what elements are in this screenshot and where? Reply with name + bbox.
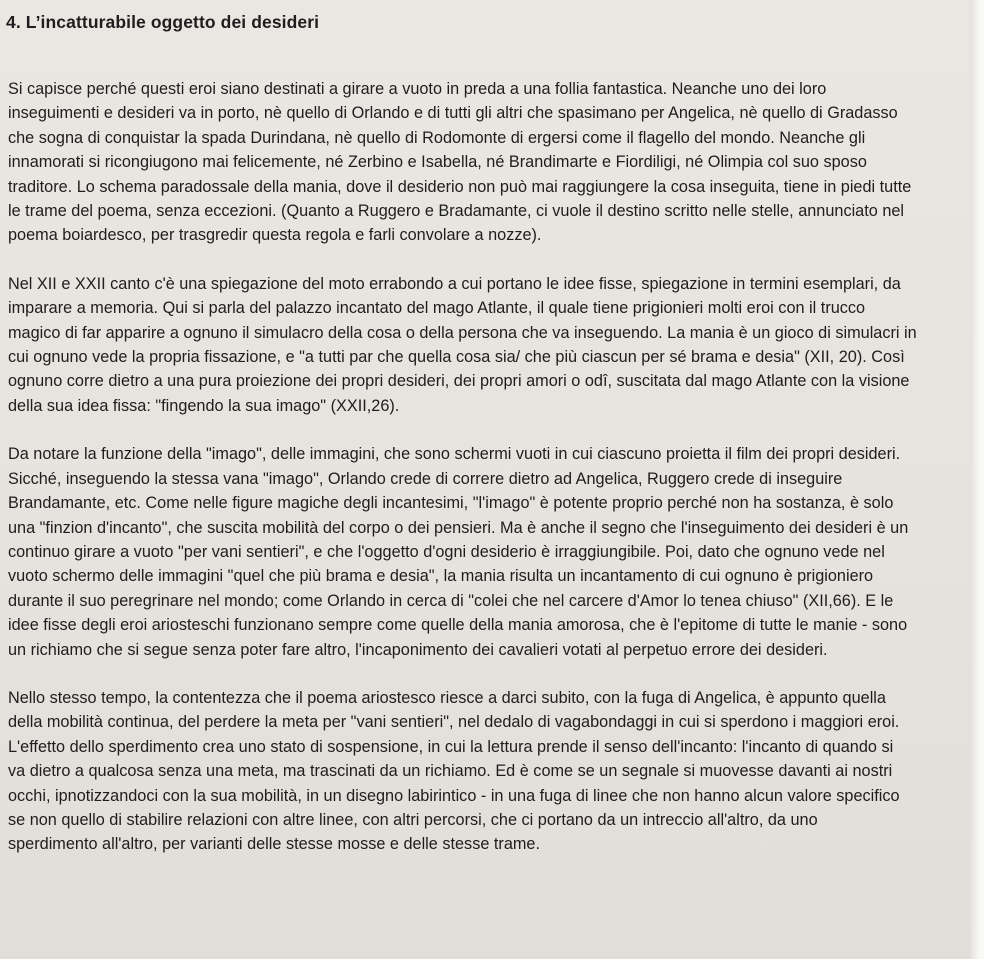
text-line: della mobilità continua, del perdere la meta per "vani sentieri", nel dedalo di vagabondaggi in cui si sperdono i maggiori eroi.	[8, 713, 900, 732]
paragraph-1	[6, 77, 960, 248]
text-line: va dietro a qualcosa senza una meta, ma trascinati da un richiamo. Ed è come se un segnale si muovesse davanti ai nostri	[8, 762, 893, 781]
text-line: durante il suo peregrinare nel mondo; come Orlando in cerca di "colei che nel carcere d'Amor lo tenea chiuso" (XII,66). E le	[8, 591, 894, 610]
text-line: Nello stesso tempo, la contentezza che il poema ariostesco riesce a darci subito, con la fuga di Angelica, è appunto quella	[8, 688, 886, 707]
text-line: traditore. Lo schema paradossale della mania, dove il desiderio non può mai raggiungere la cosa inseguita, tiene in piedi tutte	[8, 177, 912, 196]
text-line: sperdimento all'altro, per varianti delle stesse mosse e delle stesse trame.	[8, 835, 540, 854]
text-line: Da notare la funzione della "imago", delle immagini, che sono schermi vuoti in cui ciascuno proietta il film dei propri desideri.	[8, 445, 901, 464]
text-line: un richiamo che si segue senza poter fare altro, l'incaponimento dei cavalieri votati al perpetuo errore dei desideri.	[8, 640, 828, 659]
paragraph-3	[6, 442, 960, 662]
text-line: Brandamante, etc. Come nelle figure magiche degli incantesimi, "l'imago" è potente proprio perché non ha sostanza, è solo	[8, 494, 894, 513]
text-line: vuoto schermo delle immagini "quel che più brama e desia", la mania risulta un incantamento di cui ognuno è prigioniero	[8, 567, 874, 586]
text-line: cui ognuno vede la propria fissazione, e "a tutti par che quella cosa sia/ che più ciascun per sé brama e desia" (XII, 20). Così	[8, 348, 905, 367]
text-line: imparare a memoria. Qui si parla del palazzo incantato del mago Atlante, il quale tiene prigionieri molti eroi con il trucco	[8, 299, 866, 318]
text-line: inseguimenti e desideri va in porto, nè quello di Orlando e di tutti gli altri che spasimano per Angelica, nè quello di Gradasso	[8, 104, 898, 123]
text-line: continuo girare a vuoto "per vani sentieri", e che l'oggetto d'ogni desiderio è irraggiungibile. Poi, dato che ognuno vede nel	[8, 542, 885, 561]
text-line: ognuno corre dietro a una pura proiezione dei propri desideri, dei propri amori o odî, suscitata dal mago Atlante con la visione	[8, 372, 910, 391]
text-line: Si capisce perché questi eroi siano destinati a girare a vuoto in preda a una follia fantastica. Neanche uno dei loro	[8, 80, 827, 98]
text-line: se non quello di stabilire relazioni con altre linee, con altri percorsi, che ci portano da un intreccio all'altro, da uno	[8, 810, 818, 829]
section-title: 4. L’incatturabile oggetto dei desideri	[6, 12, 320, 32]
text-line: innamorati si ricongiugono mai felicemente, né Zerbino e Isabella, né Brandimarte e Fiordiligi, né Olimpia col suo sposo	[8, 153, 867, 172]
text-line: poema boiardesco, per trasgredir questa regola e farli convolare a nozze).	[8, 226, 542, 245]
text-line: della sua idea fissa: "fingendo la sua imago" (XXII,26).	[8, 396, 400, 415]
page-edge	[970, 0, 984, 959]
text-line: L'effetto dello sperdimento crea uno stato di sospensione, in cui la lettura prende il senso dell'incanto: l'incanto di quando si	[8, 737, 894, 756]
text-line: idee fisse degli eroi ariosteschi funzionano sempre come quelle della mania amorosa, che è l'epitome di tutte le manie - sono	[8, 616, 908, 635]
text-line: che sogna di conquistar la spada Durindana, nè quello di Rodomonte di ergersi come il flagello del mondo. Neanche gli	[8, 128, 866, 147]
text-line: una "finzion d'incanto", che suscita mobilità del corpo o dei pensieri. Ma è anche il segno che l'inseguimento dei desideri è un	[8, 518, 909, 537]
text-line: le trame del poema, senza eccezioni. (Quanto a Ruggero e Bradamante, ci vuole il destino scritto nelle stelle, annunciato nel	[8, 202, 905, 221]
text-line: Nel XII e XXII canto c'è una spiegazione del moto errabondo a cui portano le idee fisse, spiegazione in termini esemplari, da	[8, 274, 901, 293]
text-line: occhi, ipnotizzandoci con la sua mobilità, in un disegno labirintico - in una fuga di linee che non hanno alcun valore specifico	[8, 786, 900, 805]
paragraph-2	[6, 272, 960, 418]
text-line: Sicché, inseguendo la stessa vana "imago", Orlando crede di correre dietro ad Angelica, Ruggero crede di inseguire	[8, 469, 843, 488]
paragraph-4	[6, 686, 960, 857]
text-line: magico di far apparire a ognuno il simulacro della cosa o della persona che va inseguendo. La mania è un gioco di simulacri in	[8, 323, 917, 342]
